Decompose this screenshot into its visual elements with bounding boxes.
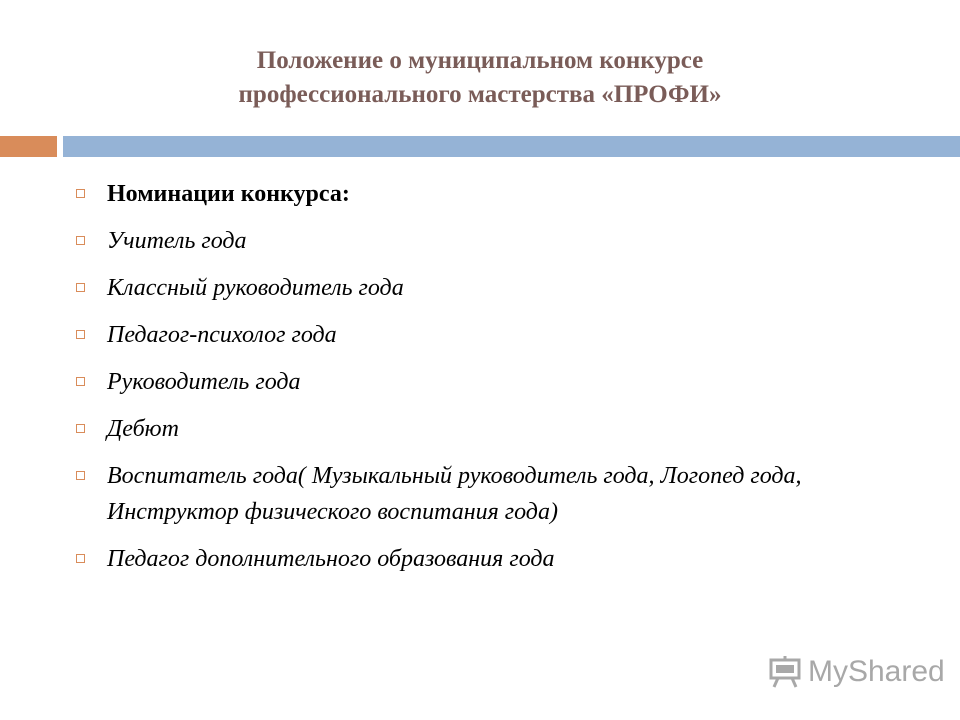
list-item (76, 223, 936, 259)
square-bullet-icon (76, 189, 85, 198)
list-item (76, 317, 936, 353)
list-item-text: Педагог дополнительного образования года (107, 546, 555, 572)
square-bullet-icon (76, 554, 85, 563)
square-bullet-icon (76, 377, 85, 386)
list-item (76, 270, 936, 306)
presentation-board-icon (768, 655, 802, 689)
list-item (76, 411, 936, 447)
list-item (76, 364, 936, 400)
list-item (76, 541, 936, 577)
list-item-text: Педагог-психолог года (107, 322, 337, 348)
list-item-text: Воспитатель года( Музыкальный руководитель года, Логопед года, Инструктор физического воспитания года) (107, 463, 802, 525)
square-bullet-icon (76, 283, 85, 292)
slide-title-line-1: Положение о муниципальном конкурсе (256, 47, 704, 74)
square-bullet-icon (76, 330, 85, 339)
slide-title-line-2: профессионального мастерства «ПРОФИ» (238, 81, 722, 108)
list-heading-text: Номинации конкурса: (107, 181, 350, 207)
list-item-text: Классный руководитель года (107, 275, 404, 301)
square-bullet-icon (76, 471, 85, 480)
accent-bar-blue (63, 136, 960, 157)
list-item-text: Учитель года (107, 228, 247, 254)
list-heading (76, 176, 936, 212)
nominations-list (76, 176, 936, 588)
watermark (768, 655, 945, 689)
square-bullet-icon (76, 424, 85, 433)
slide-title (0, 44, 960, 112)
list-item (76, 458, 936, 530)
accent-bar-orange (0, 136, 57, 157)
square-bullet-icon (76, 236, 85, 245)
list-item-text: Руководитель года (107, 369, 301, 395)
list-item-text: Дебют (107, 416, 179, 442)
watermark-text: MyShared (808, 655, 945, 688)
